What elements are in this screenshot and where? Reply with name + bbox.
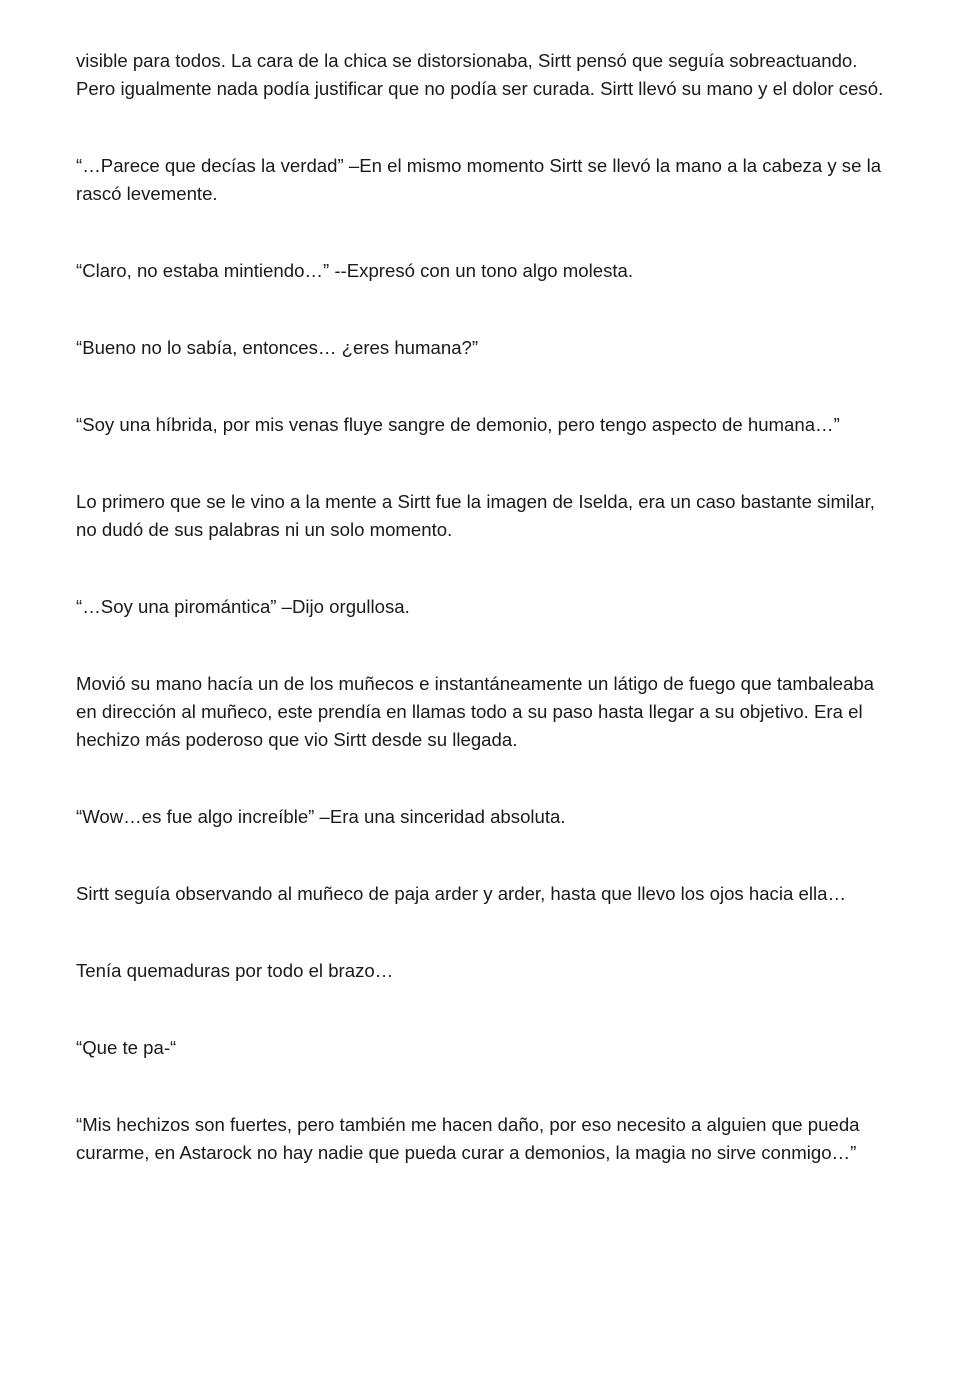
paragraph-10: Sirtt seguía observando al muñeco de paja arder y arder, hasta que llevo los ojos hacia ella… [76,883,847,904]
paragraph-13: “Mis hechizos son fuertes, pero también me hacen daño, por eso necesito a alguien que pueda curarme, en Astarock no hay nadie que pueda curar a demonios, la magia no sirve conmigo…” [76,1114,860,1163]
paragraph-1: visible para todos. La cara de la chica se distorsionaba, Sirtt pensó que seguía sobreactuando. Pero igualmente nada podía justificar que no podía ser curada. Sirtt llevó su mano y el dolor cesó. [76,50,884,99]
paragraph-6: Lo primero que se le vino a la mente a Sirtt fue la imagen de Iselda, era un caso bastante similar, no dudó de sus palabras ni un solo momento. [76,491,875,540]
paragraph-4: “Bueno no lo sabía, entonces… ¿eres humana?” [76,337,479,358]
paragraph-9: “Wow…es fue algo increíble” –Era una sinceridad absoluta. [76,806,566,827]
paragraph-2: “…Parece que decías la verdad” –En el mismo momento Sirtt se llevó la mano a la cabeza y se la rascó levemente. [76,155,882,204]
paragraph-7: “…Soy una piromántica” –Dijo orgullosa. [76,596,410,617]
paragraph-11: Tenía quemaduras por todo el brazo… [76,960,394,981]
paragraph-5: “Soy una híbrida, por mis venas fluye sangre de demonio, pero tengo aspecto de humana…” [76,414,840,435]
paragraph-8: Movió su mano hacía un de los muñecos e instantáneamente un látigo de fuego que tambaleaba en dirección al muñeco, este prendía en llamas todo a su paso hasta llegar a su objetivo. Era el hechizo más poderoso que vio Sirtt desde su llegada. [76,673,875,750]
paragraph-12: “Que te pa-“ [76,1037,177,1058]
paragraph-3: “Claro, no estaba mintiendo…” --Expresó con un tono algo molesta. [76,260,634,281]
body-text [76,47,892,1216]
